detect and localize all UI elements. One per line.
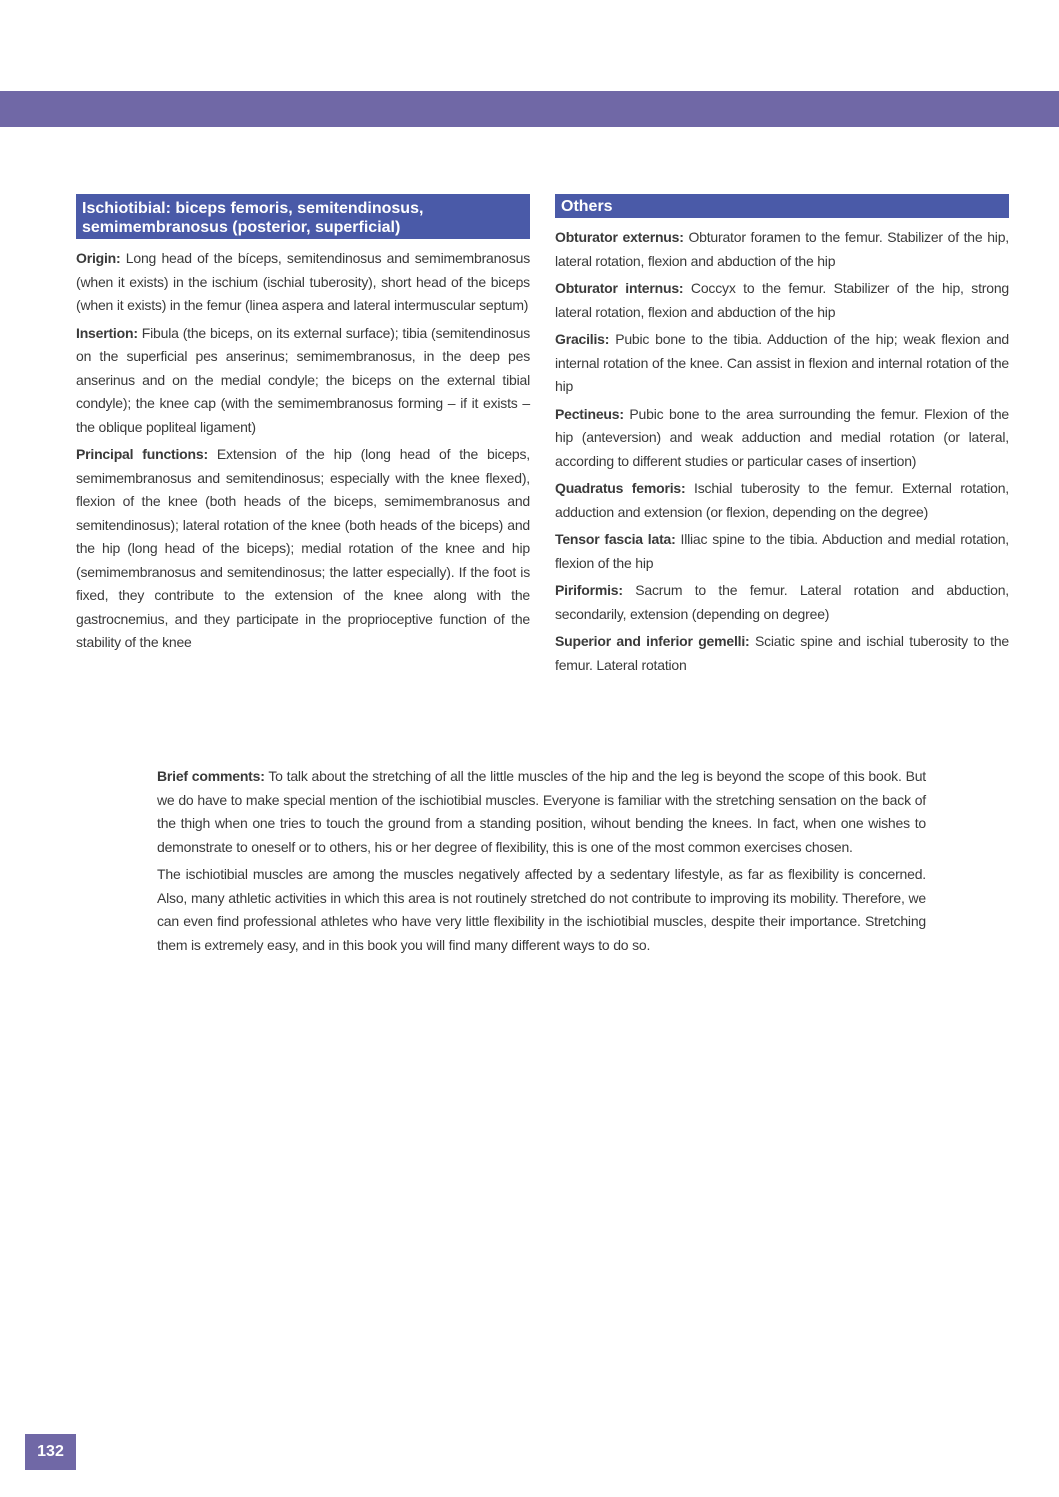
entry-text: Sciatic spine and ischial tuberosity to the femur. Lateral rotation	[555, 633, 1009, 673]
entry-term: Obturator externus:	[555, 229, 684, 245]
entry-text: Illiac spine to the tibia. Abduction and medial rotation, flexion of the hip	[555, 531, 1009, 571]
entry-term: Insertion:	[76, 324, 138, 341]
obturator-internus-entry	[555, 277, 1009, 324]
entry-term: Origin:	[76, 250, 121, 266]
entry-text: Pubic bone to the tibia. Adduction of the hip; weak flexion and internal rotation of the knee. Can assist in flexion and internal rotation of the hip	[555, 331, 1009, 394]
comments-paragraph-2: The ischiotibial muscles are among the muscles negatively affected by a sedentary lifestyle, as far as flexibility is concerned. Also, many athletic activities in which this area is not routinely stretched do not contribute to improving its mobility. Therefore, we can even find professional athletes who have very little flexibility in the ischiotibial muscles, despite their importance. Stretching them is extremely easy, and in this book you will find many different ways to do so.	[157, 866, 926, 953]
entry-text: Fibula (the biceps, on its external surface); tibia (semitendinosus on the superficial pes anserinus; semimembranosus, in the deep pes anserinus and on the medial condyle; the biceps on the external tibial condyle); the knee cap (with the semimembranosus forming – if it exists – the oblique popliteal ligament)	[76, 324, 530, 435]
entry-text: Pubic bone to the area surrounding the femur. Flexion of the hip (anteversion) and weak adduction and medial rotation (or lateral, according to different studies or particular cases of insertion)	[555, 405, 1009, 469]
ischiotibial-section	[76, 194, 530, 659]
tensor-fascia-lata-entry	[555, 528, 1009, 575]
origin-entry	[76, 247, 530, 318]
entry-text: Coccyx to the femur. Stabilizer of the hip, strong lateral rotation, flexion and abduction of the hip	[555, 280, 1009, 320]
ischiotibial-title: Ischiotibial: biceps femoris, semitendinosus, semimembranosus (posterior, superficial)	[76, 194, 530, 239]
brief-comments	[157, 765, 926, 961]
entry-text: Obturator foramen to the femur. Stabilizer of the hip, lateral rotation, flexion and abduction of the hip	[555, 229, 1009, 269]
entry-term: Obturator internus:	[555, 280, 684, 296]
insertion-entry	[76, 322, 530, 440]
piriformis-entry	[555, 579, 1009, 626]
entry-term: Tensor fascia lata:	[555, 531, 676, 547]
principal-functions-entry	[76, 443, 530, 655]
entry-term: Piriformis:	[555, 582, 623, 598]
quadratus-femoris-entry	[555, 477, 1009, 524]
entry-text: Sacrum to the femur. Lateral rotation and abduction, secondarily, extension (depending on degree)	[555, 582, 1009, 622]
gracilis-entry	[555, 328, 1009, 399]
entry-term: Gracilis:	[555, 331, 610, 347]
comments-paragraph-1	[157, 765, 926, 859]
entry-term: Superior and inferior gemelli:	[555, 633, 750, 649]
page-number: 132	[25, 1434, 76, 1470]
entry-text: Long head of the bíceps, semitendinosus and semimembranosus (when it exists) in the ischium (ischial tuberosity), short head of the biceps (when it exists) in the femur (linea aspera and lateral intermuscular septum)	[76, 250, 530, 313]
obturator-externus-entry	[555, 226, 1009, 273]
pectineus-entry	[555, 403, 1009, 474]
entry-text: Extension of the hip (long head of the biceps, semimembranosus and semitendinosus; especially with the knee flexed), flexion of the knee (both heads of the biceps, semimembranosus and semitendinosus); lateral rotation of the knee (both heads of the biceps) and the hip (long head of the biceps); medial rotation of the knee and hip (semimembranosus and semitendinosus; the latter especially). If the foot is fixed, they contribute to the extension of the knee along with the gastrocnemius, and they participate in the proprioceptive function of the stability of the knee	[76, 446, 530, 650]
entry-term: Quadratus femoris:	[555, 480, 686, 496]
comments-text: To talk about the stretching of all the little muscles of the hip and the leg is beyond the scope of this book. But we do have to make special mention of the ischiotibial muscles. Everyone is familiar with the stretching sensation on the back of the thigh when one tries to touch the ground from a standing position, wihout bending the knees. In fact, when one wishes to demonstrate to oneself or to others, his or her degree of flexibility, this is one of the most common exercises chosen.	[157, 768, 926, 855]
header-band	[0, 91, 1059, 127]
gemelli-entry	[555, 630, 1009, 677]
entry-term: Pectineus:	[555, 405, 624, 422]
entry-text: Ischial tuberosity to the femur. External rotation, adduction and extension (or flexion, depending on the degree)	[555, 480, 1009, 520]
comments-term: Brief comments:	[157, 768, 265, 784]
others-section	[555, 194, 1009, 681]
others-title: Others	[555, 194, 1009, 218]
entry-term: Principal functions:	[76, 446, 208, 462]
